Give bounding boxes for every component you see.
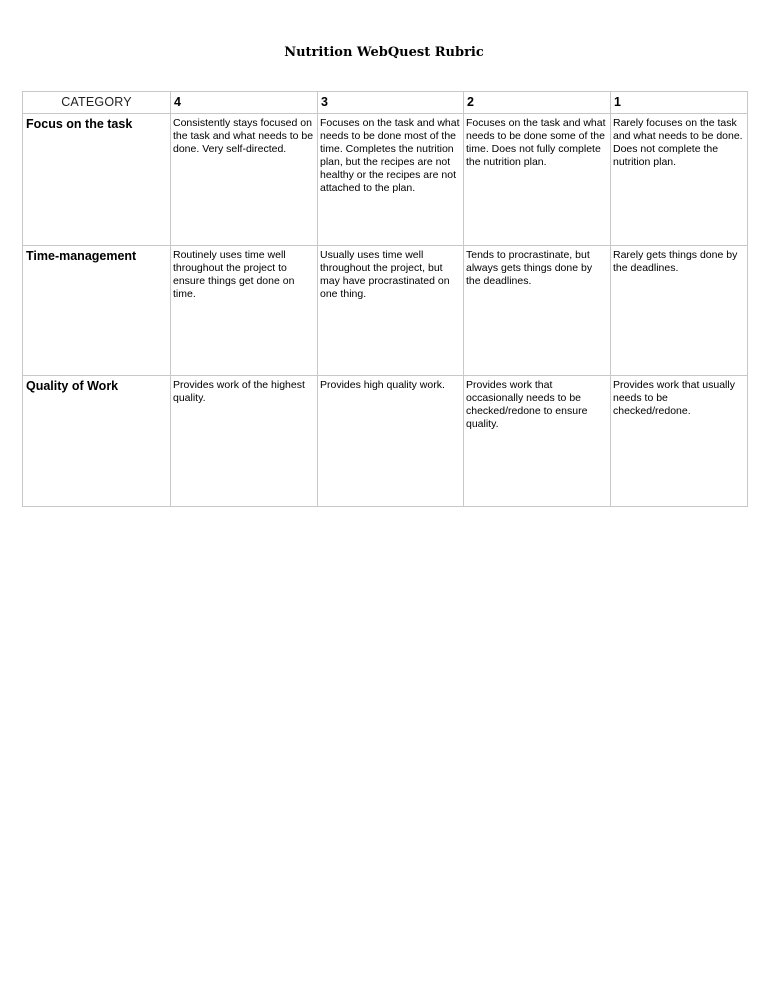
criterion-cell: Provides high quality work.: [318, 376, 464, 507]
category-time-management: Time-management: [23, 246, 171, 376]
criterion-cell: Focuses on the task and what needs to be done some of the time. Does not fully complete the nutrition plan.: [464, 114, 611, 246]
table-row: [23, 246, 748, 376]
header-score-2: 2: [464, 92, 611, 114]
criterion-cell: Usually uses time well throughout the project, but may have procrastinated on one thing.: [318, 246, 464, 376]
criterion-cell: Rarely focuses on the task and what needs to be done. Does not complete the nutrition plan.: [611, 114, 748, 246]
criterion-cell: Rarely gets things done by the deadlines.: [611, 246, 748, 376]
header-score-1: 1: [611, 92, 748, 114]
header-category: CATEGORY: [23, 92, 171, 114]
criterion-cell: Provides work that usually needs to be checked/redone.: [611, 376, 748, 507]
criterion-cell: Provides work of the highest quality.: [171, 376, 318, 507]
category-focus-on-task: Focus on the task: [23, 114, 171, 246]
table-row: [23, 376, 748, 507]
criterion-cell: Tends to procrastinate, but always gets things done by the deadlines.: [464, 246, 611, 376]
criterion-cell: Provides work that occasionally needs to be checked/redone to ensure quality.: [464, 376, 611, 507]
page-title: Nutrition WebQuest Rubric: [284, 45, 484, 60]
table-row: [23, 114, 748, 246]
header-score-4: 4: [171, 92, 318, 114]
criterion-cell: Consistently stays focused on the task and what needs to be done. Very self-directed.: [171, 114, 318, 246]
criterion-cell: Focuses on the task and what needs to be done most of the time. Completes the nutrition plan, but the recipes are not healthy or the recipes are not attached to the plan.: [318, 114, 464, 246]
rubric-table: [22, 91, 748, 507]
header-row: [23, 92, 748, 114]
header-score-3: 3: [318, 92, 464, 114]
criterion-cell: Routinely uses time well throughout the project to ensure things get done on time.: [171, 246, 318, 376]
category-quality-of-work: Quality of Work: [23, 376, 171, 507]
